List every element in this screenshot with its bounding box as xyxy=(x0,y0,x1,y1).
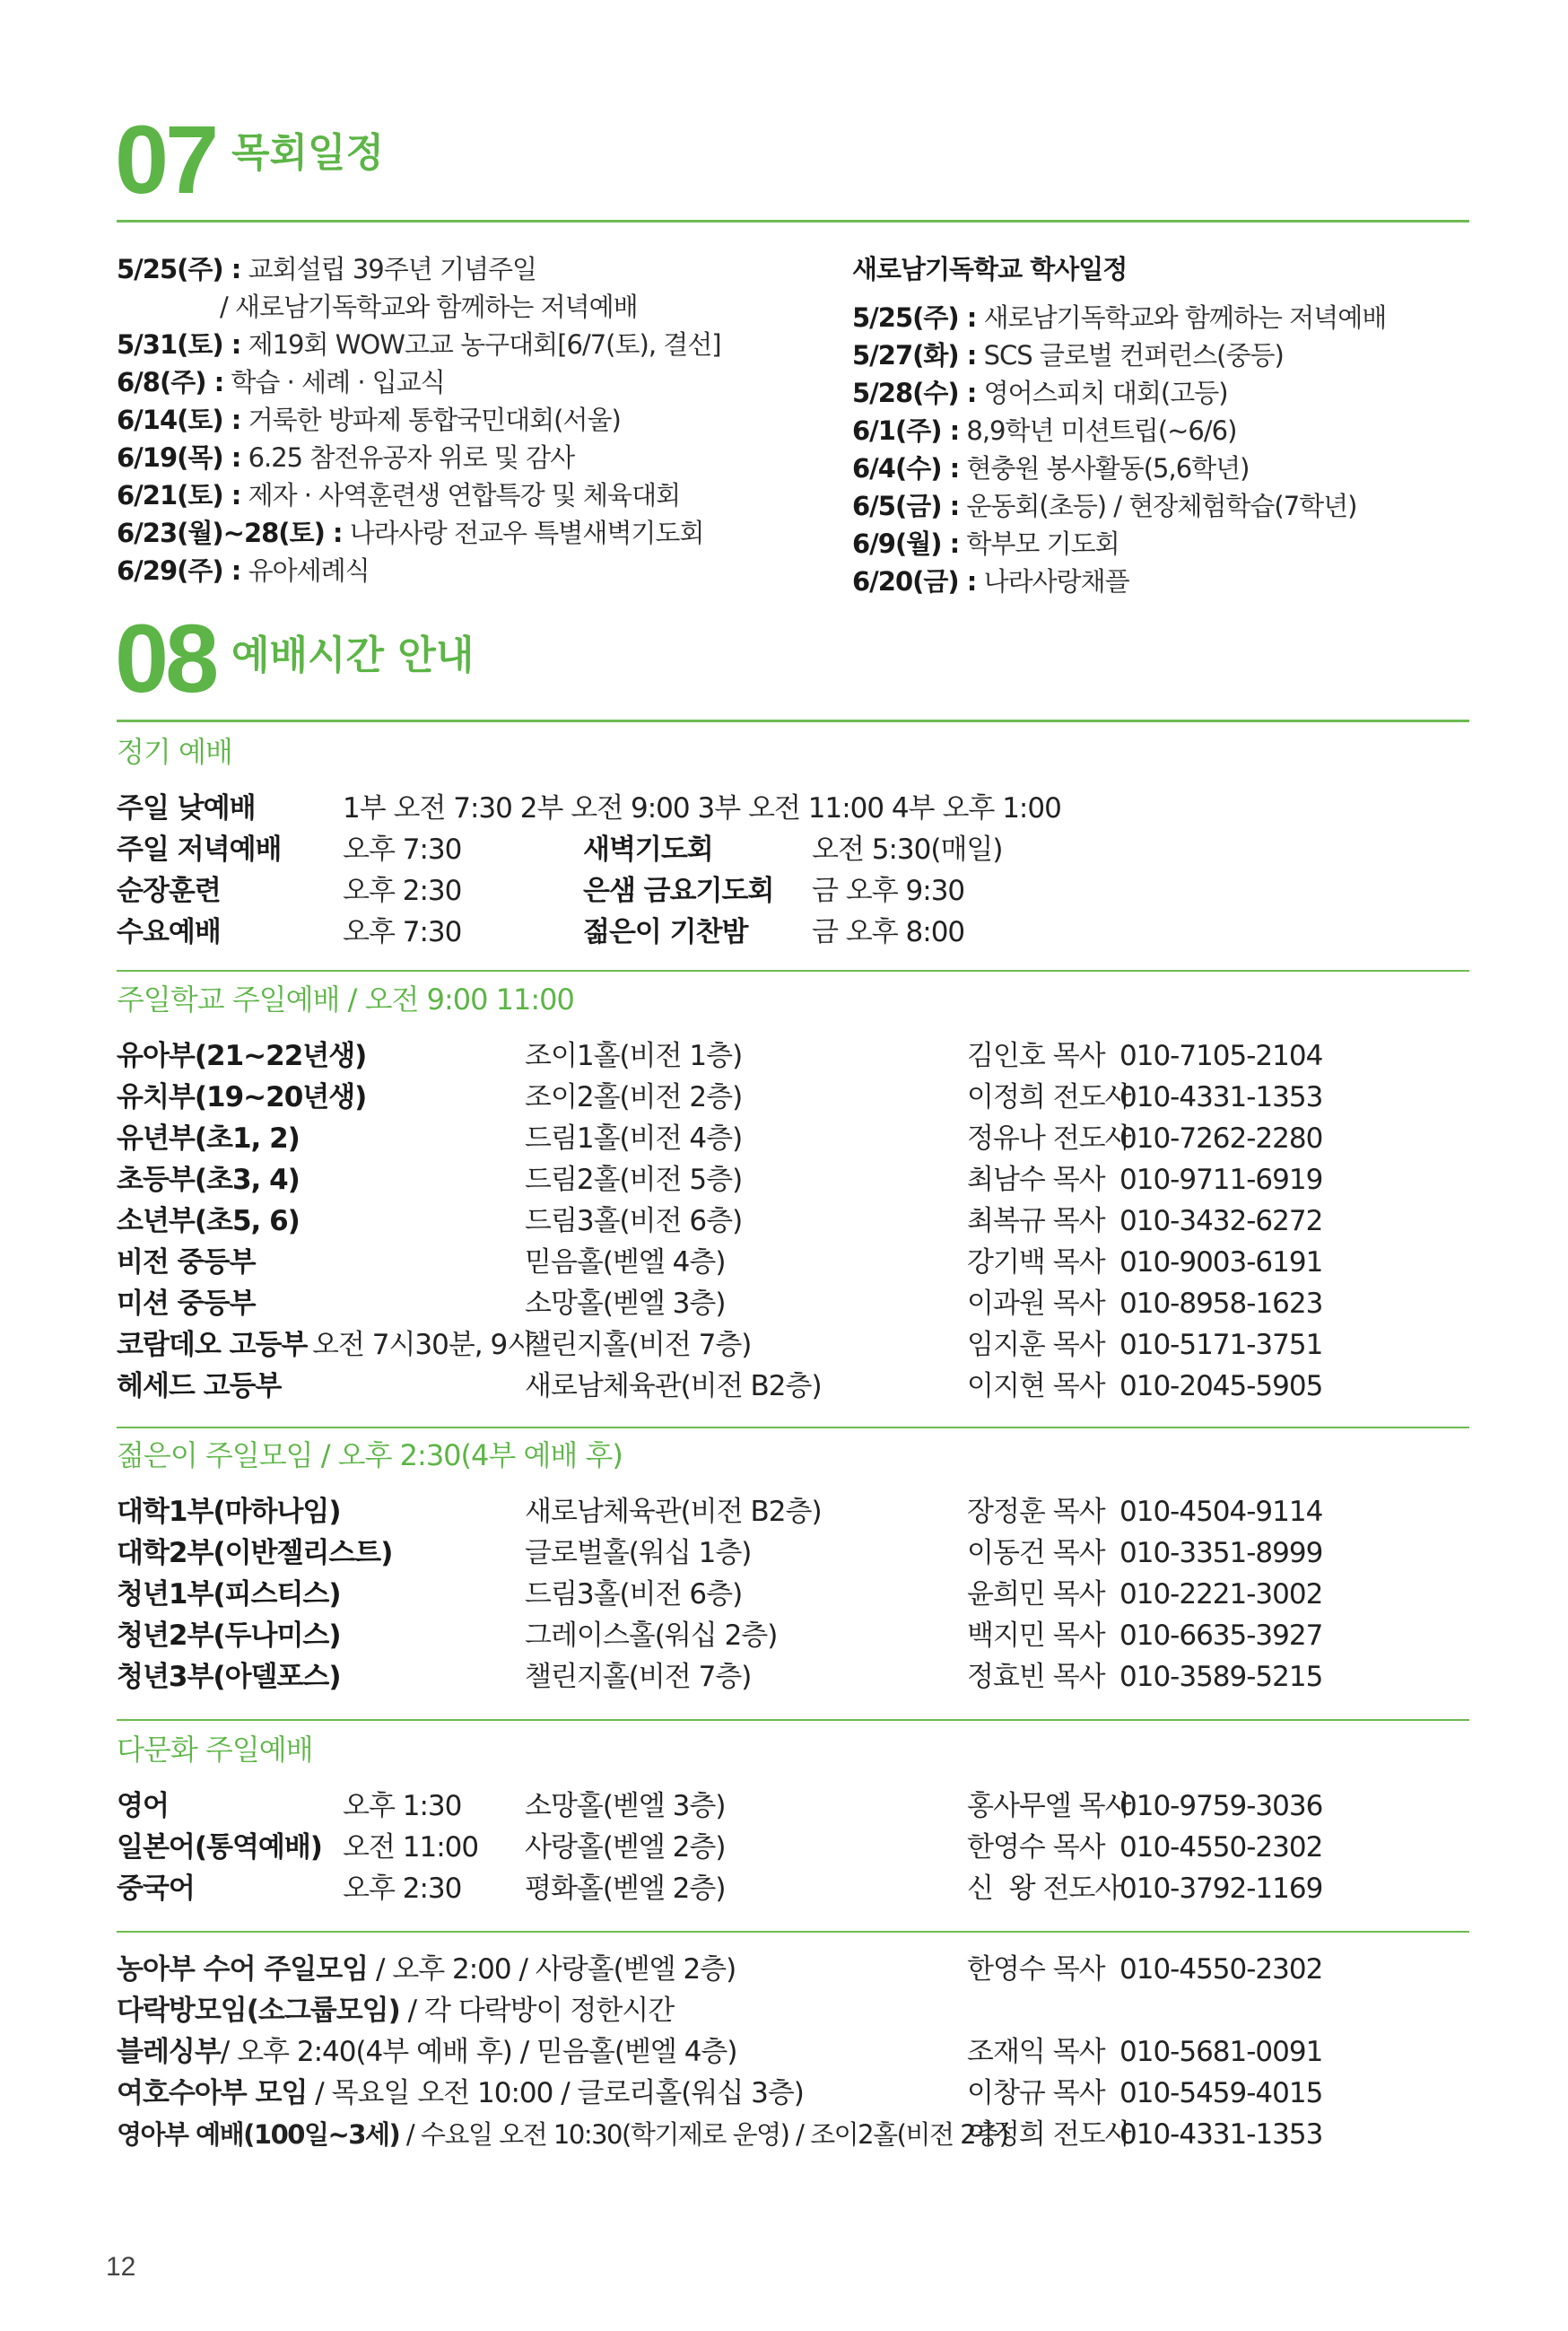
place: 새로남체육관(비전 B2층) xyxy=(525,1370,822,1402)
school-text: 나라사랑채플 xyxy=(983,566,1129,597)
worship-time: 오후 2:30 xyxy=(343,875,462,907)
dept-name: 유년부(초1, 2) xyxy=(117,1122,300,1155)
school-date: 6/9(월) : xyxy=(852,528,960,559)
school-schedule-title xyxy=(852,251,1127,287)
school-title-text: 새로남기독학교 학사일정 xyxy=(852,254,1128,284)
school-date: 6/20(금) : xyxy=(852,566,977,597)
contact-name: 신 왕 전도사 xyxy=(967,1873,1121,1905)
contact-name: 한영수 목사 xyxy=(967,1953,1105,1986)
school-item xyxy=(852,337,1284,373)
worship-name: 새벽기도회 xyxy=(583,834,713,866)
phone-number: 010-4331-1353 xyxy=(1119,2118,1323,2151)
schedule-item xyxy=(117,327,721,362)
contact-name: 이창규 목사 xyxy=(967,2077,1105,2109)
schedule-item xyxy=(117,477,680,513)
page-number: 12 xyxy=(106,2252,136,2282)
school-text: SCS 글로벌 컨퍼런스(중등) xyxy=(983,340,1284,371)
school-item xyxy=(852,526,1119,562)
phone-number: 010-4550-2302 xyxy=(1119,1953,1323,1986)
divider xyxy=(117,1427,1469,1428)
dept-name: 소년부(초5, 6) xyxy=(117,1205,300,1237)
table-row xyxy=(0,1200,1568,1242)
schedule-date: 5/25(주) : xyxy=(117,254,241,284)
phone-number: 010-3432-6272 xyxy=(1119,1205,1323,1237)
phone-number: 010-9711-6919 xyxy=(1119,1164,1323,1196)
schedule-item xyxy=(117,364,445,400)
language: 영어 xyxy=(117,1790,169,1822)
phone-number: 010-4504-9114 xyxy=(1119,1496,1323,1528)
schedule-item xyxy=(117,553,370,589)
place: 소망홀(벧엘 3층) xyxy=(525,1288,726,1320)
divider xyxy=(117,1931,1469,1933)
gathering-name: 농아부 수어 주일모임 xyxy=(117,1953,369,1986)
dept-name: 유치부(19~20년생) xyxy=(117,1081,367,1113)
section-title-worship-times: 예배시간 안내 xyxy=(231,633,475,678)
contact-name: 이과원 목사 xyxy=(967,1288,1105,1320)
worship-name: 주일 저녁예배 xyxy=(117,834,282,866)
school-date: 6/1(주) : xyxy=(852,415,960,446)
table-row xyxy=(0,2031,1568,2073)
contact-name: 조재익 목사 xyxy=(967,2036,1105,2068)
worship-time: 오전 7시30분, 9시 xyxy=(312,1329,534,1361)
place: 챌린지홀(비전 7층) xyxy=(525,1329,752,1361)
table-row xyxy=(0,1656,1568,1698)
gathering-name: 영아부 예배(100일~3세) xyxy=(117,2119,400,2150)
place: 사랑홀(벧엘 2층) xyxy=(525,1831,726,1864)
dept-name: 코람데오 고등부 xyxy=(117,1329,308,1361)
schedule-date: 6/21(토) : xyxy=(117,480,241,511)
place: 새로남체육관(비전 B2층) xyxy=(525,1496,822,1528)
schedule-text: 교회설립 39주년 기념주일 xyxy=(248,254,537,284)
schedule-date: 6/14(토) : xyxy=(117,405,241,435)
school-item xyxy=(852,375,1228,411)
contact-name: 강기백 목사 xyxy=(967,1246,1105,1279)
phone-number: 010-4550-2302 xyxy=(1119,1831,1323,1864)
table-row xyxy=(0,1532,1568,1574)
schedule-text: 거룩한 방파제 통합국민대회(서울) xyxy=(248,405,621,435)
phone-number: 010-9003-6191 xyxy=(1119,1246,1323,1279)
worship-row xyxy=(0,912,1568,953)
worship-time: 금 오후 9:30 xyxy=(812,875,965,907)
phone-number: 010-6635-3927 xyxy=(1119,1619,1323,1652)
place: 챌린지홀(비전 7층) xyxy=(525,1661,752,1693)
phone-number: 010-4331-1353 xyxy=(1119,1081,1323,1113)
school-text: 운동회(초등) / 현장체험학습(7학년) xyxy=(966,491,1357,521)
schedule-text: / 새로남기독학교와 함께하는 저녁예배 xyxy=(220,292,638,322)
contact-name: 이정희 전도사 xyxy=(967,2118,1131,2151)
schedule-item xyxy=(117,402,621,438)
worship-name: 주일 낮예배 xyxy=(117,792,256,825)
worship-row xyxy=(0,829,1568,870)
school-date: 6/4(수) : xyxy=(852,453,960,484)
contact-name: 이지현 목사 xyxy=(967,1370,1105,1402)
gathering-detail: / 오후 2:40(4부 예배 후) / 믿음홀(벧엘 4층) xyxy=(220,2036,737,2068)
phone-number: 010-3351-8999 xyxy=(1119,1537,1323,1569)
contact-name: 김인호 목사 xyxy=(967,1040,1105,1072)
place: 평화홀(벧엘 2층) xyxy=(525,1873,726,1905)
place: 소망홀(벧엘 3층) xyxy=(525,1790,726,1822)
worship-name: 순장훈련 xyxy=(117,875,221,907)
phone-number: 010-2221-3002 xyxy=(1119,1578,1323,1611)
dept-name: 미션 중등부 xyxy=(117,1288,256,1320)
school-text: 현충원 봉사활동(5,6학년) xyxy=(966,453,1250,484)
table-row xyxy=(0,1118,1568,1159)
divider xyxy=(117,720,1469,722)
place: 드림2홀(비전 5층) xyxy=(525,1164,743,1196)
table-row xyxy=(0,1574,1568,1615)
contact-name: 최남수 목사 xyxy=(967,1164,1105,1196)
contact-name: 백지민 목사 xyxy=(967,1619,1105,1652)
contact-name: 윤희민 목사 xyxy=(967,1578,1105,1611)
phone-number: 010-5459-4015 xyxy=(1119,2077,1323,2109)
table-row xyxy=(0,1990,1568,2031)
place: 믿음홀(벧엘 4층) xyxy=(525,1246,726,1279)
gathering-detail: / 수요일 오전 10:30(학기제로 운영) / 조이2홀(비전 2층) xyxy=(399,2119,1008,2150)
table-row xyxy=(0,1242,1568,1283)
schedule-date: 6/29(주) : xyxy=(117,555,241,586)
phone-number: 010-5681-0091 xyxy=(1119,2036,1323,2068)
dept-name: 청년2부(두나미스) xyxy=(117,1619,341,1652)
phone-number: 010-2045-5905 xyxy=(1119,1370,1323,1402)
subsection-heading-sunday-school: 주일학교 주일예배 / 오전 9:00 11:00 xyxy=(117,982,574,1017)
school-item xyxy=(852,450,1249,486)
school-item xyxy=(852,413,1236,449)
worship-time: 오전 11:00 xyxy=(343,1831,479,1864)
worship-time: 오후 1:30 xyxy=(343,1790,462,1822)
gathering-name: 블레싱부 xyxy=(117,2036,221,2068)
dept-name: 대학1부(마하나임) xyxy=(117,1496,341,1528)
table-row xyxy=(0,1324,1568,1366)
subsection-heading-multicultural: 다문화 주일예배 xyxy=(117,1733,313,1767)
table-row xyxy=(0,2114,1568,2155)
contact-name: 한영수 목사 xyxy=(967,1831,1105,1864)
divider xyxy=(117,970,1469,972)
contact-name: 홍사무엘 목사 xyxy=(967,1790,1131,1822)
gathering-detail: / 각 다락방이 정한시간 xyxy=(399,1995,675,2027)
schedule-date: 6/23(월)~28(토) : xyxy=(117,518,343,548)
worship-name: 젊은이 기찬밤 xyxy=(583,916,748,948)
school-date: 5/27(화) : xyxy=(852,340,977,371)
language: 일본어(통역예배) xyxy=(117,1831,322,1864)
worship-name: 은샘 금요기도회 xyxy=(583,875,774,907)
schedule-item xyxy=(117,440,574,476)
schedule-text: 제19회 WOW고교 농구대회[6/7(토), 결선] xyxy=(248,329,721,360)
worship-row xyxy=(0,870,1568,912)
school-text: 학부모 기도회 xyxy=(966,528,1119,559)
worship-time: 오전 5:30(매일) xyxy=(812,834,1003,866)
dept-name: 초등부(초3, 4) xyxy=(117,1164,300,1196)
worship-time: 오후 7:30 xyxy=(343,916,462,948)
place: 조이1홀(비전 1층) xyxy=(525,1040,743,1072)
divider xyxy=(117,1719,1469,1721)
place: 드림3홀(비전 6층) xyxy=(525,1205,743,1237)
table-row xyxy=(0,1868,1568,1909)
phone-number: 010-7262-2280 xyxy=(1119,1122,1323,1155)
phone-number: 010-5171-3751 xyxy=(1119,1329,1323,1361)
dept-name: 청년3부(아델포스) xyxy=(117,1661,341,1693)
subsection-heading-youth: 젊은이 주일모임 / 오후 2:30(4부 예배 후) xyxy=(117,1438,623,1472)
schedule-text: 나라사랑 전교우 특별새벽기도회 xyxy=(349,518,704,548)
schedule-date: 6/8(주) : xyxy=(117,367,224,397)
place: 조이2홀(비전 2층) xyxy=(525,1081,743,1113)
school-text: 영어스피치 대회(고등) xyxy=(983,378,1228,408)
gathering-detail: / 목요일 오전 10:00 / 글로리홀(워십 3층) xyxy=(307,2077,804,2109)
contact-name: 임지훈 목사 xyxy=(967,1329,1105,1361)
phone-number: 010-7105-2104 xyxy=(1119,1040,1323,1072)
section-number-08: 08 xyxy=(115,604,216,712)
place: 그레이스홀(워십 2층) xyxy=(525,1619,778,1652)
phone-number: 010-3589-5215 xyxy=(1119,1661,1323,1693)
section-title-schedule: 목회일정 xyxy=(231,130,385,176)
school-date: 5/28(수) : xyxy=(852,378,977,408)
subsection-heading-regular: 정기 예배 xyxy=(117,735,232,769)
phone-number: 010-3792-1169 xyxy=(1119,1873,1323,1905)
school-date: 5/25(주) : xyxy=(852,302,977,333)
schedule-date: 6/19(목) : xyxy=(117,442,241,473)
worship-time: 오후 2:30 xyxy=(343,1873,462,1905)
table-row xyxy=(0,1035,1568,1077)
gathering-name: 여호수아부 모임 xyxy=(117,2077,308,2109)
contact-name: 정유나 전도사 xyxy=(967,1122,1131,1155)
place: 드림1홀(비전 4층) xyxy=(525,1122,743,1155)
contact-name: 최복규 목사 xyxy=(967,1205,1105,1237)
worship-time: 오후 7:30 xyxy=(343,834,462,866)
section-number-07: 07 xyxy=(115,105,216,214)
table-row xyxy=(0,1159,1568,1200)
worship-time: 금 오후 8:00 xyxy=(812,916,965,948)
gathering-line xyxy=(117,1990,674,2031)
place: 드림3홀(비전 6층) xyxy=(525,1578,743,1611)
gathering-line xyxy=(117,2031,736,2073)
dept-name: 유아부(21~22년생) xyxy=(117,1040,367,1072)
schedule-item xyxy=(117,515,703,551)
place: 글로벌홀(워십 1층) xyxy=(525,1537,752,1569)
table-row xyxy=(0,1491,1568,1532)
dept-name: 청년1부(피스티스) xyxy=(117,1578,341,1611)
phone-number: 010-9759-3036 xyxy=(1119,1790,1323,1822)
school-item xyxy=(852,563,1129,599)
divider xyxy=(117,220,1469,223)
dept-name: 대학2부(이반젤리스트) xyxy=(117,1537,393,1569)
table-row xyxy=(0,1949,1568,1990)
contact-name: 장정훈 목사 xyxy=(967,1496,1105,1528)
schedule-item xyxy=(117,251,536,287)
table-row xyxy=(0,1615,1568,1656)
worship-name: 수요예배 xyxy=(117,916,221,948)
school-text: 새로남기독학교와 함께하는 저녁예배 xyxy=(983,302,1387,333)
schedule-text: 유아세례식 xyxy=(248,555,370,586)
phone-number: 010-8958-1623 xyxy=(1119,1288,1323,1320)
schedule-date: 5/31(토) : xyxy=(117,329,241,360)
school-item xyxy=(852,300,1386,336)
school-date: 6/5(금) : xyxy=(852,491,960,521)
schedule-text: 6.25 참전유공자 위로 및 감사 xyxy=(248,442,575,473)
schedule-text: 제자 · 사역훈련생 연합특강 및 체육대회 xyxy=(248,480,681,511)
gathering-detail: / 오후 2:00 / 사랑홀(벧엘 2층) xyxy=(368,1953,736,1986)
contact-name: 이동건 목사 xyxy=(967,1537,1105,1569)
language: 중국어 xyxy=(117,1873,195,1905)
contact-name: 정효빈 목사 xyxy=(967,1661,1105,1693)
gathering-name: 다락방모임(소그룹모임) xyxy=(117,1995,400,2027)
table-row xyxy=(0,2073,1568,2114)
school-item xyxy=(852,488,1357,524)
worship-row xyxy=(0,788,1568,829)
gathering-line xyxy=(117,1949,736,1990)
dept-name: 헤세드 고등부 xyxy=(117,1370,282,1402)
worship-time: 1부 오전 7:30 2부 오전 9:00 3부 오전 11:00 4부 오후 1:00 xyxy=(343,792,1061,825)
table-row xyxy=(0,1785,1568,1827)
table-row xyxy=(0,1366,1568,1407)
gathering-line xyxy=(117,2114,1007,2155)
school-text: 8,9학년 미션트립(~6/6) xyxy=(966,415,1237,446)
dept-name: 비전 중등부 xyxy=(117,1246,256,1279)
schedule-item xyxy=(220,289,638,325)
gathering-line xyxy=(117,2073,804,2114)
table-row xyxy=(0,1077,1568,1118)
table-row xyxy=(0,1283,1568,1324)
table-row xyxy=(0,1827,1568,1868)
contact-name: 이정희 전도사 xyxy=(967,1081,1131,1113)
schedule-text: 학습 · 세례 · 입교식 xyxy=(231,367,445,397)
